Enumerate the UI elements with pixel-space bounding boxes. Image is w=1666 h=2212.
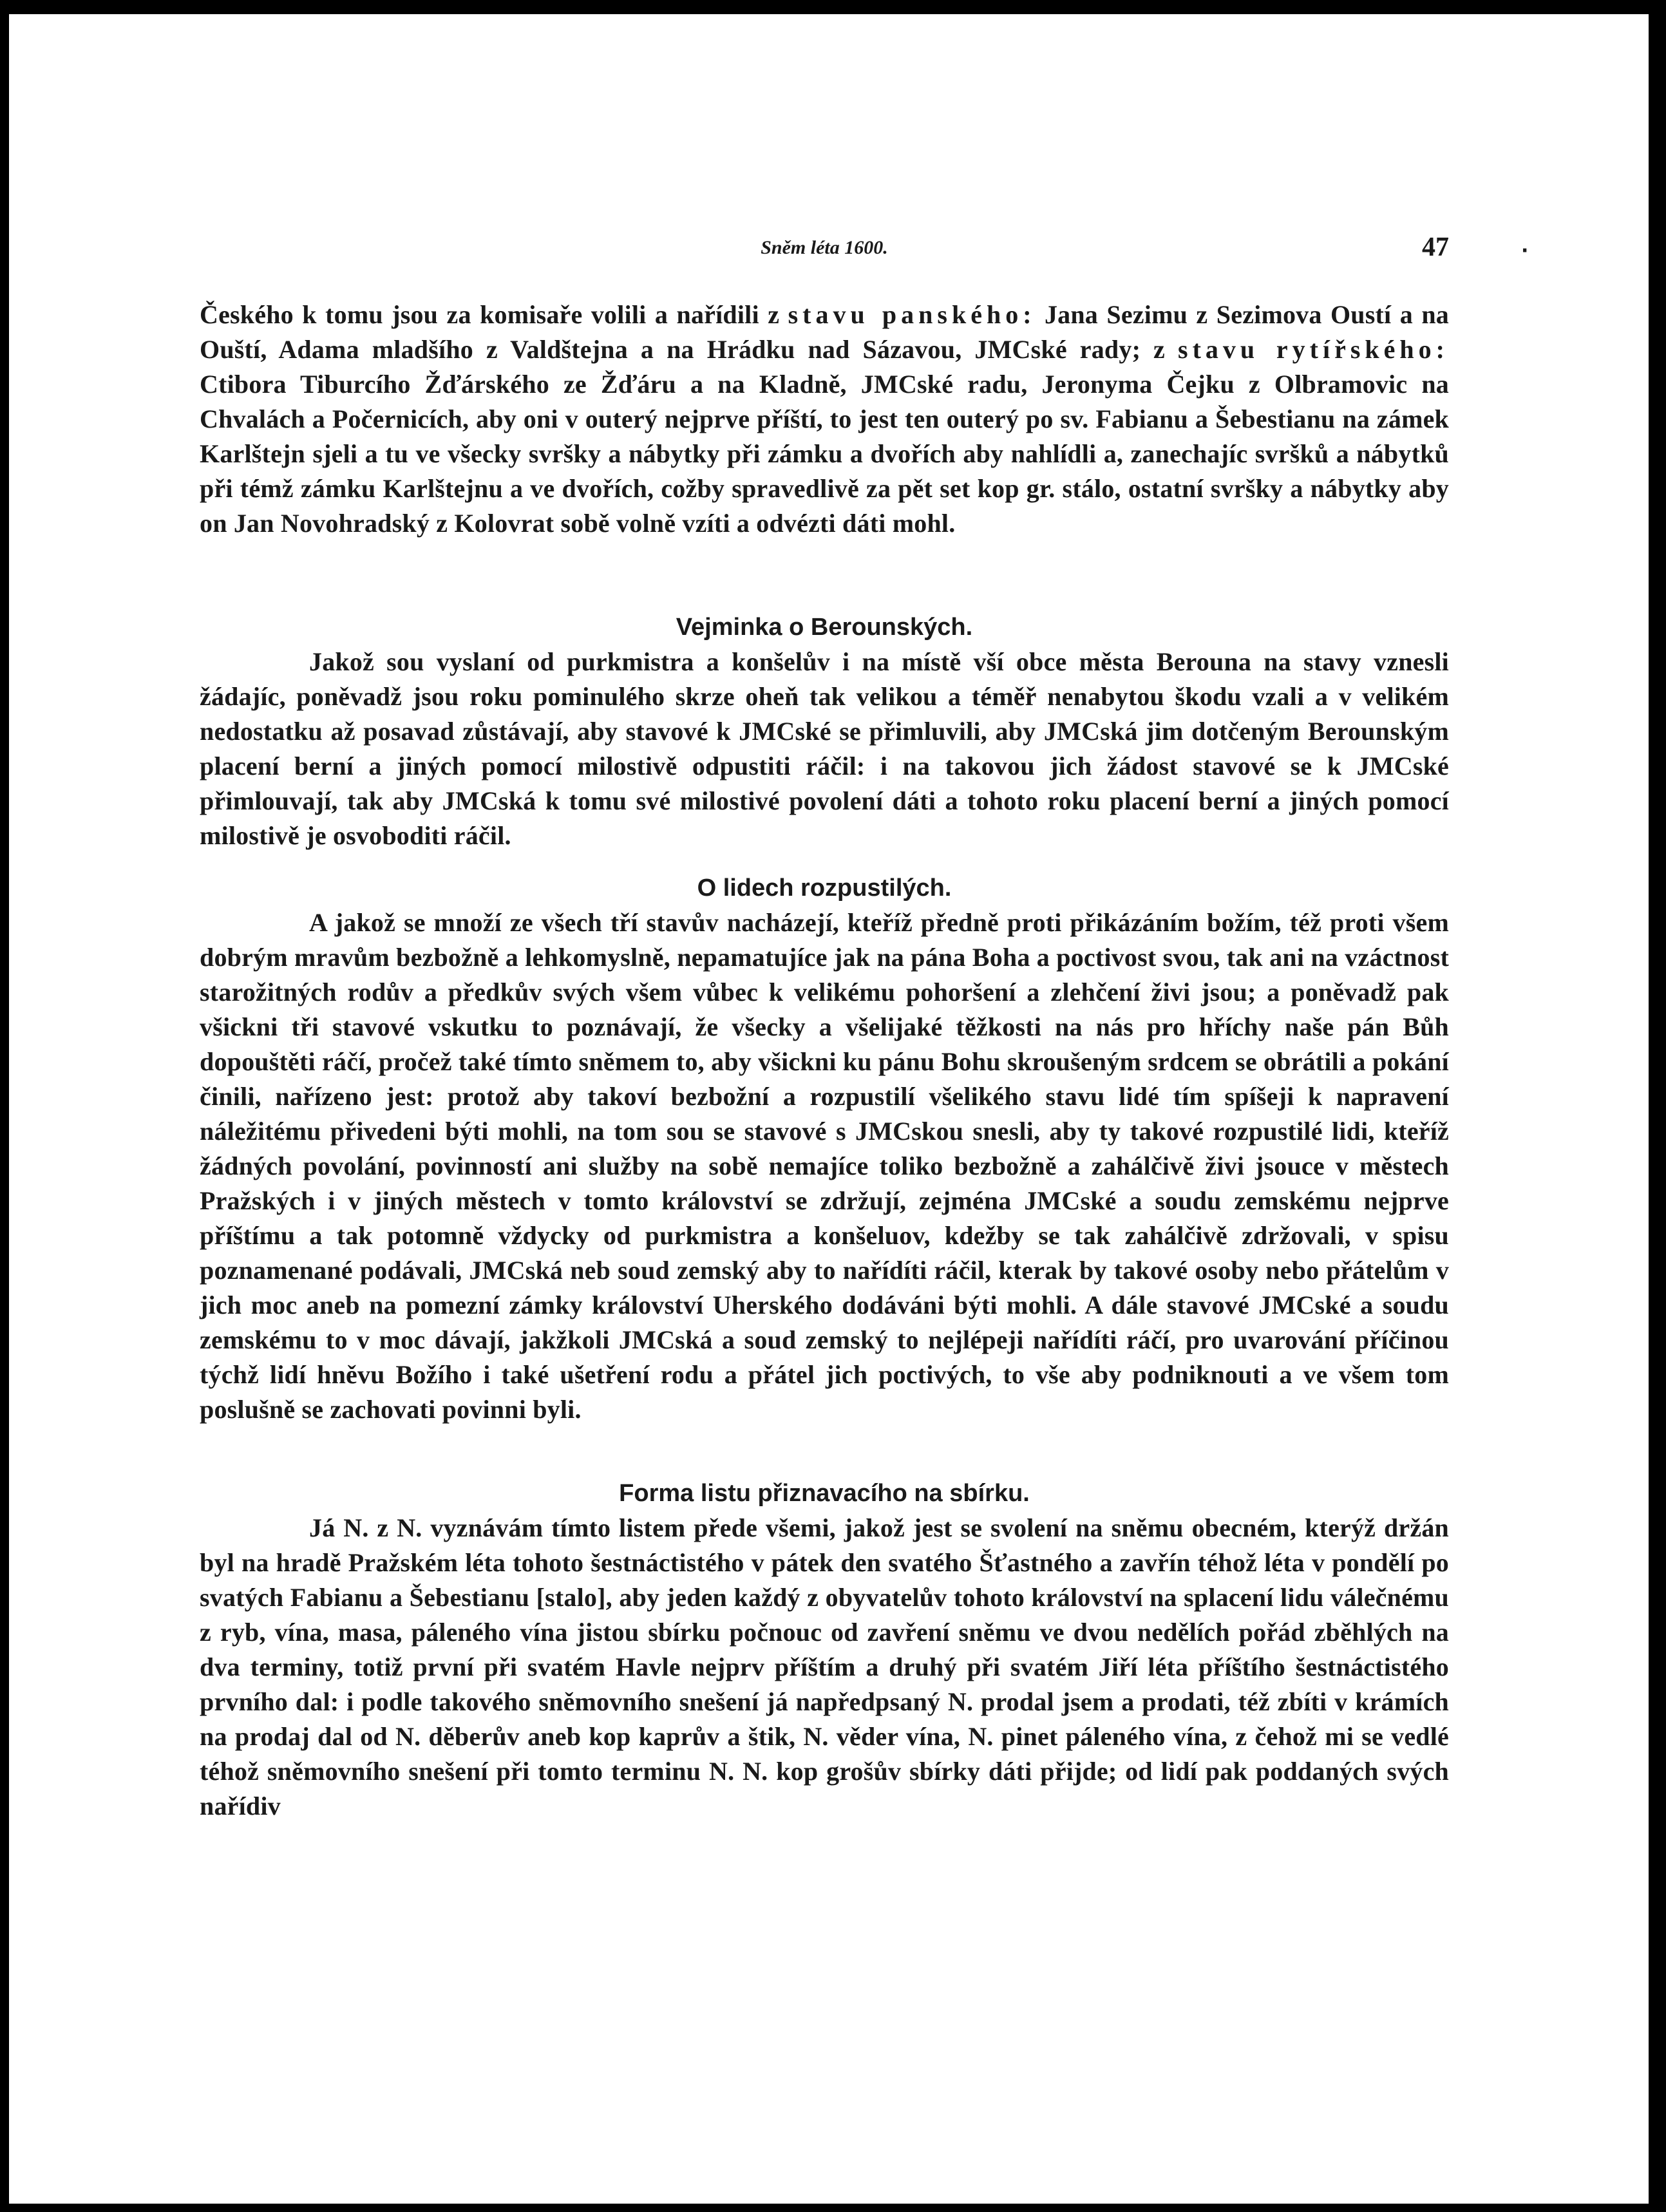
estate-lords-label: stavu panského: xyxy=(788,300,1036,329)
section-heading-collection-form: Forma listu přiznavacího na sbírku. xyxy=(619,1480,1030,1507)
running-header xyxy=(200,232,1449,270)
section-paragraph-collection-form: Já N. z N. vyznávám tímto listem přede všemi, jakož jest se svolení na sněmu obecném, kterýž držán byl na hradě Pražském léta tohoto šestnáctistého v pátek den svatého Šťastného a zavřín téhož léta v pondělí po svatých Fabianu a Šebestianu [stalo], aby jeden každý z obyvatelův tohoto království na splacení lidu válečnému z ryb, vína, masa, páleného vína jistou sbírku počnouc od zavření sněmu ve dvou nedělích pořád zběhlých na dva terminy, totiž první při svatém Havle nejprv příštím a druhý při svatém Jiří léta příštího šestnáctistého prvního dal: i podle takového sněmovního snešení já napředpsaný N. prodal jsem a prodati, též zbíti v krámích na prodaj dal od N. děberův aneb kop kaprův a štik, N. věder vína, N. pinet páleného vína, z čehož mi se vedlé téhož sněmovního snešení při tomto terminu N. N. kop grošův sbírky dáti přijde; od lidí pak poddaných svých nařídiv xyxy=(200,1513,1449,1820)
estate-knights-label: stavu rytířského: xyxy=(1178,335,1449,364)
section-dissolute-people xyxy=(200,871,1449,1427)
section-paragraph-dissolute-people: A jakož se množí ze všech tří stavův nacházejí, kteříž předně proti přikázáním božím, též proti všem dobrým mravům bezbožně a lehkomyslně, nepamatujíce jak na pána Boha a poctivost svou, tak ani na vzáctnost starožitných rodův a předkův svých všem vůbec k velikému pohoršení a zlehčení živi jsou; a poněvadž pak všickni tři stavové vskutku to poznávají, že všecky a všelijaké těžkosti na nás pro hříchy naše pán Bůh dopouštěti ráčí, pročež také tímto sněmem to, aby všickni ku pánu Bohu skroušeným srdcem se obrátili a pokání činili, nařízeno jest: protož aby takoví bezbožní a rozpustilí všelikého stavu lidé tím spíšeji k napravení náležitému přivedeni býti mohli, na tom sou se stavové s JMCskou snesli, aby ty takové rozpustilé lidi, kteříž žádných povolání, povinností ani služby na sobě nemajíce toliko bezbožně a zahálčivě živi jsouce v městech Pražských i v jiných městech v tomto království se zdržují, zejména JMCské a soudu zemskému nejprve příštímu a tak potomně vždycky od purkmistra a konšeluov, kdežby se tak zahálčivě zdržovali, v spisu poznamenané podávali, JMCská neb soud zemský aby to nařídíti ráčil, kterak by takové osoby nebo přátelům v jich moc aneb na pomezní zámky království Uherského dodáváni býti mohli. A dále stavové JMCské a soudu zemskému to v moc dávají, jakžkoli JMCská a soud zemský to nejlépeji nařídíti ráčí, pro uvarování příčinou týchž lidí hněvu Božího i také ušetření rodu a přátel jich poctivých, to vše aby podniknouti a ve všem tom poslušně se zachovati povinni byli. xyxy=(200,908,1449,1424)
section-heading-dissolute-people: O lidech rozpustilých. xyxy=(697,874,952,902)
intro-block xyxy=(200,298,1449,541)
running-title: Sněm léta 1600. xyxy=(761,237,888,258)
intro-text-a: Českého k tomu jsou za komisaře volili a nařídili z xyxy=(200,300,788,329)
section-heading-beroun: Vejminka o Berounských. xyxy=(676,614,973,641)
section-beroun xyxy=(200,610,1449,853)
intro-text-e: Ctibora Tiburcího Žďárského ze Žďáru a na Kladně, JMCské radu, Jeronyma Čejku z Olbramovic na Chvalách a Počernicích, aby oni v outerý nejprve příští, to jest ten outerý po sv. Fabianu a Šebestianu na zámek Karlštejn sjeli a tu ve všecky svršky a nábytky při zámku a dvořích aby nahlídli a, zanechajíc svršků a nábytků při témž zámku Karlštejnu a ve dvořích, cožby spravedlivě za pět set kop gr. stálo, ostatní svršky a nábytky aby on Jan Novohradský z Kolovrat sobě volně vzíti a odvézti dáti mohl. xyxy=(200,370,1449,538)
stray-dot-mark: · xyxy=(1521,240,1529,262)
intro-paragraph xyxy=(200,298,1449,541)
section-collection-form xyxy=(200,1476,1449,1824)
section-paragraph-beroun: Jakož sou vyslaní od purkmistra a konšelův i na místě vší obce města Berouna na stavy vznesli žádajíc, poněvadž jsou roku pominulého skrze oheň tak velikou a téměř nenabytou škodu vzali a v velikém nedostatku až posavad zůstávají, aby stavové k JMCské se přimluvili, aby JMCská jim dotčeným Berounským placení berní a jiných pomocí milostivě odpustiti ráčil: i na takovou jich žádost stavové se k JMCské přimlouvají, tak aby JMCská k tomu své milostivé povolení dáti a tohoto roku placení berní a jiných pomocí milostivě je osvoboditi ráčil. xyxy=(200,647,1449,850)
page-number: 47 xyxy=(1422,232,1449,262)
document-page xyxy=(9,14,1649,2204)
intro-text-c: Jana Sezimu z Sezimova Oustí a na Ouští, Adama mladšího z Valdštejna a na Hrádku nad Sázavou, JMCské rady; z xyxy=(200,300,1449,364)
